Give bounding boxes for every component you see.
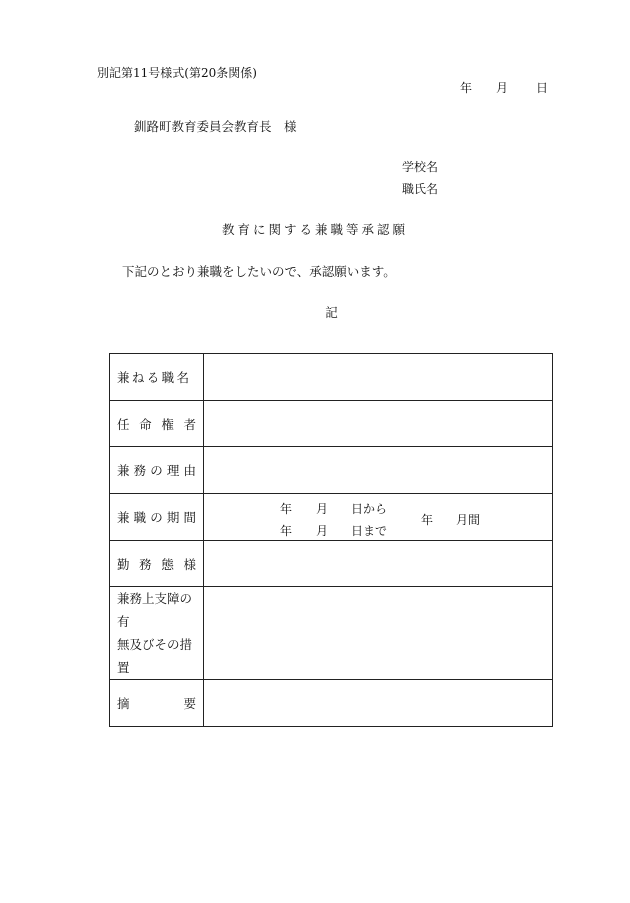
label-line: 無及びその措置: [117, 637, 193, 676]
official-name-label: 職氏名: [402, 182, 439, 196]
label-char: ね: [131, 369, 145, 385]
row-label-appointing-authority: [110, 400, 204, 447]
date-line: [460, 79, 548, 96]
period-to-month: 月: [316, 524, 329, 539]
field-appointing-authority[interactable]: [204, 400, 553, 447]
period-from-year: 年: [280, 502, 293, 517]
label-char: 由: [183, 463, 196, 479]
label-char: 名: [176, 369, 189, 385]
label-char: 任: [117, 416, 130, 432]
label-char: 務: [133, 463, 147, 479]
date-year-label: 年: [460, 81, 473, 95]
label-char: 兼: [117, 369, 130, 385]
label-char: 理: [166, 463, 180, 479]
row-label-period: [110, 494, 204, 541]
field-concurrent-post[interactable]: [204, 354, 553, 401]
table-row: [110, 400, 553, 447]
school-name-label: 学校名: [402, 160, 439, 174]
label-char: 命: [139, 416, 152, 432]
period-to-day: 日まで: [351, 524, 388, 539]
addressee: 釧路町教育委員会教育長 様: [134, 119, 297, 134]
row-label-concurrent-post: [110, 354, 204, 401]
label-char: の: [150, 509, 163, 525]
label-char: 務: [139, 556, 152, 572]
document-title: 教育に関する兼職等承認願: [221, 222, 408, 237]
period-from-day: 日から: [351, 502, 388, 517]
period-duration-month: 月間: [456, 513, 481, 528]
row-label-hindrance: [110, 587, 204, 680]
label-char: 者: [183, 416, 196, 432]
date-day-label: 日: [536, 81, 549, 95]
row-label-work-mode: [110, 540, 204, 587]
label-line: 兼務上支障の有: [117, 591, 193, 630]
table-row: [110, 494, 553, 541]
table-row: [110, 680, 553, 727]
label-char: 職: [161, 369, 175, 385]
label-char: 勤: [117, 556, 130, 572]
date-month-label: 月: [496, 81, 509, 95]
label-char: 様: [183, 556, 196, 572]
label-char: 職: [133, 509, 147, 525]
label-char: の: [150, 463, 163, 479]
ki-heading: 記: [325, 305, 338, 320]
form-number-label: 別記第11号様式(第20条関係): [97, 66, 257, 80]
field-remarks[interactable]: [204, 680, 553, 727]
label-char: 間: [183, 509, 196, 525]
field-hindrance[interactable]: [204, 587, 553, 680]
label-char: 摘: [117, 696, 130, 712]
label-char: 期: [166, 509, 180, 525]
period-to-year: 年: [280, 524, 293, 539]
detail-table: [109, 353, 553, 727]
field-work-mode[interactable]: [204, 540, 553, 587]
label-char: 兼: [117, 463, 130, 479]
table-row: [110, 354, 553, 401]
row-label-remarks: [110, 680, 204, 727]
period-duration-year: 年: [421, 513, 434, 528]
label-char: 要: [183, 696, 196, 712]
table-row: [110, 540, 553, 587]
field-reason[interactable]: [204, 447, 553, 494]
row-label-reason: [110, 447, 204, 494]
table-row: [110, 587, 553, 680]
label-char: 兼: [117, 509, 130, 525]
label-char: る: [146, 369, 160, 385]
field-period[interactable]: [204, 494, 553, 541]
label-char: 権: [161, 416, 174, 432]
request-statement: 下記のとおり兼職をしたいので、承認願います。: [122, 264, 396, 279]
label-char: 態: [161, 556, 174, 572]
period-from-month: 月: [316, 502, 329, 517]
table-row: [110, 447, 553, 494]
period-duration-line: [204, 511, 545, 527]
